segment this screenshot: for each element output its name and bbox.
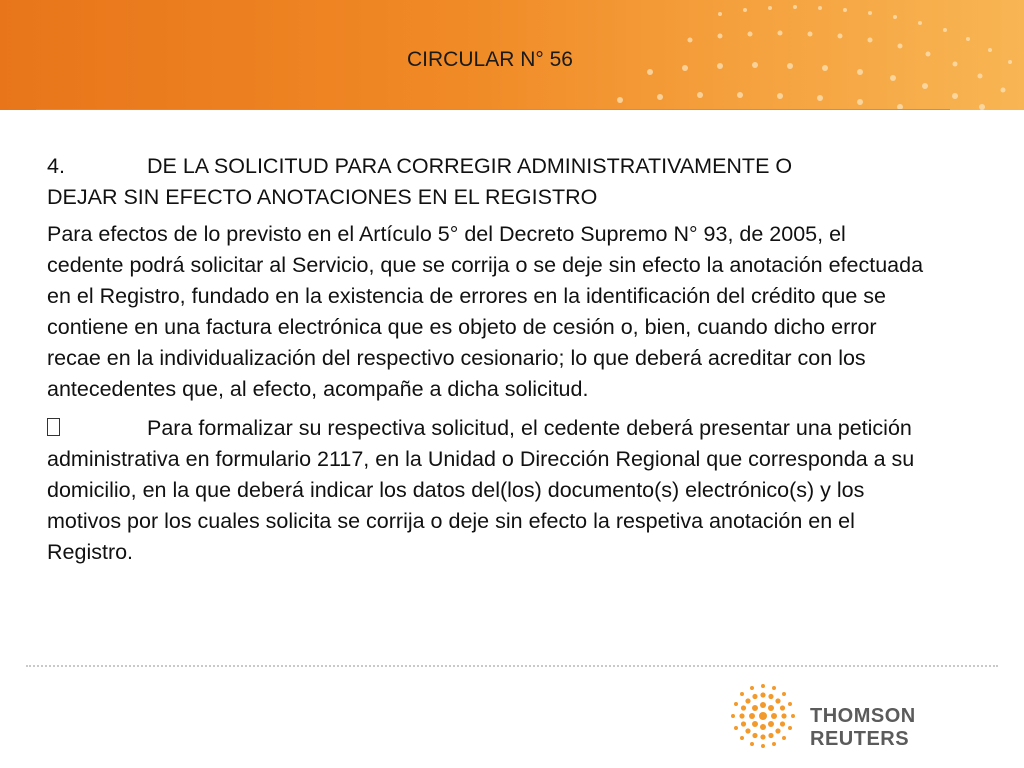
- section-heading-line2: DEJAR SIN EFECTO ANOTACIONES EN EL REGISTRO: [47, 185, 598, 209]
- paragraph-2: [47, 413, 927, 568]
- bullet-marker: [47, 413, 147, 444]
- slide-title-text: CIRCULAR N° 56: [407, 48, 573, 71]
- header-divider: [36, 109, 950, 110]
- paragraph-2-text: Para formalizar su respectiva solicitud, el cedente deberá presentar una petición administrativa en formulario 2117, en la Unidad o Dirección Regional que corresponda a su domicilio, en la que deberá indicar los datos del(los) documento(s) electrónico(s) y los motivos por los cuales solicita se corrija o deje sin efecto la respetiva anotación en el Registro.: [47, 416, 915, 564]
- slide-title: [0, 48, 1024, 72]
- section-heading: [47, 151, 927, 213]
- section-heading-line1: DE LA SOLICITUD PARA CORREGIR ADMINISTRATIVAMENTE O: [147, 154, 793, 178]
- footer-divider: [26, 665, 998, 667]
- missing-glyph-box-icon: [47, 418, 60, 436]
- slide-body: [47, 151, 927, 576]
- thomson-reuters-logo: [730, 683, 1000, 753]
- section-number: 4.: [47, 154, 65, 178]
- thomson-reuters-dot-ring-icon: [730, 683, 796, 749]
- header-band: [0, 0, 1024, 110]
- logo-wordmark: THOMSON REUTERS: [810, 705, 916, 750]
- paragraph-1: Para efectos de lo previsto en el Artículo 5° del Decreto Supremo N° 93, de 2005, el cedente podrá solicitar al Servicio, que se corrija o se deje sin efecto la anotación efectuada en el Registro, fundado en la existencia de errores en la identificación del crédito que se contiene en una factura electrónica que es objeto de cesión o, bien, cuando dicho error recae en la individualización del respectivo cesionario; lo que deberá acreditar con los antecedentes que, al efecto, acompañe a dicha solicitud.: [47, 222, 924, 401]
